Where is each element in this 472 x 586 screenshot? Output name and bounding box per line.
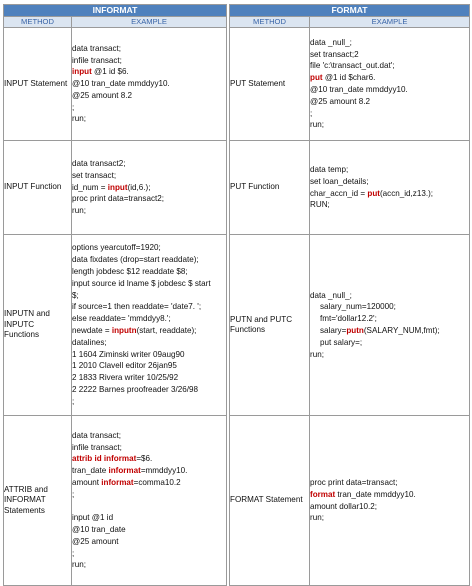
- code-line: [310, 176, 469, 188]
- code-token: 1 2010 Clavell editor 26jan95: [72, 361, 177, 371]
- code-line: [72, 266, 226, 278]
- example-cell: [72, 28, 227, 141]
- code-token: @1 id $char6.: [322, 73, 376, 83]
- example-cell: [310, 235, 470, 416]
- code-line: [72, 43, 226, 55]
- informat-row-input-function: [4, 141, 227, 235]
- keyword-token: put: [310, 73, 323, 83]
- code-token: run;: [72, 206, 86, 216]
- code-token: data transact;: [72, 430, 122, 440]
- code-token: infile transact;: [72, 442, 122, 452]
- example-cell: [310, 141, 470, 235]
- code-token: @10 tran_date: [72, 525, 126, 535]
- code-line: [72, 337, 226, 349]
- code-line: [310, 512, 469, 524]
- code-line: [310, 325, 469, 337]
- method-label-line: PUT Function: [230, 182, 280, 192]
- code-token: amount: [72, 477, 102, 487]
- method-label-line: INPUTN and: [4, 309, 50, 319]
- code-token: (accn_id,z13.);: [379, 188, 434, 198]
- code-token: (start, readdate);: [136, 326, 197, 335]
- code-token: ;: [72, 548, 75, 558]
- code-token: @25 amount 8.2: [310, 96, 370, 106]
- code-token: proc print data=transact;: [310, 477, 398, 487]
- method-label-line: INPUT Statement: [4, 78, 68, 88]
- code-token: @1 id $6.: [91, 67, 129, 77]
- code-line: [72, 242, 226, 254]
- informat-table: [3, 4, 227, 586]
- code-line: [310, 199, 469, 211]
- code-line: [310, 313, 469, 325]
- code-token: data fixdates (drop=start readdate);: [72, 255, 199, 265]
- code-line: [72, 559, 226, 571]
- code-token: char_accn_id =: [310, 188, 368, 198]
- method-label-line: Statements: [4, 505, 45, 515]
- method-label-line: FORMAT Statement: [230, 495, 303, 505]
- code-line: [310, 301, 469, 313]
- code-line: [310, 164, 469, 176]
- code-line: [72, 90, 226, 102]
- example-cell: [310, 416, 470, 586]
- method-cell: [4, 235, 75, 416]
- code-token: options yearcutoff=1920;: [72, 243, 161, 253]
- code-token: data transact2;: [72, 159, 126, 168]
- example-cell: [310, 28, 470, 141]
- code-line: [310, 60, 469, 72]
- code-token: (SALARY_NUM,fmt);: [363, 326, 440, 335]
- code-token: data _null_;: [310, 37, 352, 47]
- code-line: [72, 477, 226, 489]
- code-token: ;: [72, 489, 75, 499]
- code-token: ;: [310, 108, 313, 118]
- code-token: set loan_details;: [310, 176, 369, 186]
- code-line: [72, 254, 226, 266]
- code-line: [310, 49, 469, 61]
- code-token: infile transact;: [72, 55, 122, 65]
- keyword-token: informat: [101, 477, 134, 487]
- code-token: tran_date: [72, 466, 109, 476]
- code-line: [72, 372, 226, 384]
- code-line: [310, 337, 469, 349]
- format-title: FORMAT: [230, 5, 470, 17]
- code-token: length jobdesc $12 readdate $8;: [72, 267, 188, 277]
- method-cell: [4, 416, 75, 586]
- code-line: [72, 102, 226, 114]
- format-table: [229, 4, 470, 586]
- code-line: [72, 512, 226, 524]
- code-line: [72, 453, 226, 465]
- method-label-line: INPUTC: [4, 319, 35, 329]
- code-token: salary=: [320, 326, 347, 335]
- method-label-line: PUT Statement: [230, 78, 286, 88]
- code-line: [310, 108, 469, 120]
- code-line: [72, 301, 226, 313]
- method-cell: [230, 141, 310, 235]
- code-line: [310, 188, 469, 200]
- code-line: [72, 290, 226, 302]
- code-line: [72, 430, 226, 442]
- method-label-line: INFORMAT: [4, 495, 46, 505]
- code-line: [72, 524, 226, 536]
- informat-example-header: EXAMPLE: [72, 17, 227, 28]
- code-line: [72, 158, 226, 170]
- code-line: [310, 501, 469, 513]
- code-token: =mmddyy10.: [140, 466, 188, 476]
- code-line: [72, 396, 226, 408]
- code-token: fmt='dollar12.2';: [320, 314, 377, 324]
- method-cell: [4, 141, 72, 235]
- code-token: 2 2222 Barnes proofreader 3/26/98: [72, 384, 198, 394]
- code-token: 1 1604 Ziminski writer 09aug90: [72, 349, 185, 359]
- code-line: [310, 349, 469, 361]
- format-method-header: METHOD: [230, 17, 310, 28]
- method-label-line: Functions: [4, 330, 40, 340]
- code-token: run;: [310, 513, 324, 523]
- code-token: ;: [72, 396, 75, 406]
- code-line: [72, 182, 226, 194]
- code-token: 2 1833 Rivera writer 10/25/92: [72, 373, 179, 383]
- code-token: ;: [72, 102, 75, 112]
- code-token: input @1 id: [72, 513, 114, 523]
- keyword-token: putn: [346, 326, 364, 335]
- method-label-line: ATTRIB and: [4, 484, 48, 494]
- code-token: @25 amount 8.2: [72, 90, 132, 100]
- code-token: @25 amount: [72, 536, 119, 546]
- keyword-token: format: [310, 489, 336, 499]
- code-token: run;: [72, 114, 86, 124]
- code-line: [72, 78, 226, 90]
- informat-row-input-statement: [4, 28, 227, 141]
- method-label-line: INPUT Function: [4, 182, 62, 192]
- code-token: proc print data=transact2;: [72, 194, 165, 204]
- code-line: [72, 325, 226, 337]
- method-cell: [230, 28, 313, 141]
- code-token: @10 tran_date mmddyy10.: [310, 85, 408, 94]
- code-line: [72, 349, 226, 361]
- code-line: [72, 193, 226, 205]
- format-row-put-statement: [230, 28, 470, 141]
- code-token: =$6.: [136, 454, 153, 464]
- code-line: [310, 37, 469, 49]
- keyword-token: inputn: [111, 326, 137, 335]
- format-row-format-statement: [230, 416, 470, 586]
- code-line: [310, 72, 469, 84]
- method-cell: [230, 235, 310, 416]
- code-line: [310, 290, 469, 302]
- code-line: [310, 489, 469, 501]
- code-token: (id,6.);: [127, 182, 151, 192]
- code-token: run;: [72, 560, 86, 570]
- code-token: RUN;: [310, 200, 330, 210]
- keyword-token: put: [367, 188, 380, 198]
- code-token: amount dollar10.2;: [310, 501, 378, 511]
- code-token: set transact;2: [310, 49, 359, 59]
- code-token: file 'c:\transact_out.dat';: [310, 61, 395, 71]
- code-line: [72, 313, 226, 325]
- code-token: $;: [72, 290, 79, 300]
- example-cell: [72, 416, 227, 586]
- code-token: else readdate= 'mmddyy8.';: [72, 314, 171, 324]
- method-cell: [230, 416, 310, 586]
- code-token: data transact;: [72, 43, 122, 53]
- code-line: [72, 489, 226, 501]
- code-token: salary_num=120000;: [320, 302, 396, 312]
- code-token: newdate =: [72, 326, 112, 335]
- code-line: [72, 113, 226, 125]
- format-row-putn-putc: [230, 235, 470, 416]
- code-line: [72, 55, 226, 67]
- code-line: [72, 384, 226, 396]
- code-line: [310, 96, 469, 108]
- keyword-token: input: [107, 182, 128, 192]
- code-line: [72, 501, 226, 513]
- code-token: put salary=;: [320, 337, 363, 347]
- code-line: [310, 119, 469, 131]
- keyword-token: input: [72, 67, 92, 77]
- code-token: input source id lname $ jobdesc $ start: [72, 278, 211, 288]
- code-line: [72, 66, 226, 78]
- code-token: tran_date mmddyy10.: [335, 489, 416, 499]
- code-line: [72, 536, 226, 548]
- keyword-token: attrib id informat: [72, 454, 137, 464]
- code-token: set transact;: [72, 170, 117, 180]
- code-line: [72, 465, 226, 477]
- code-token: data _null_;: [310, 290, 352, 300]
- example-cell: [72, 141, 227, 235]
- code-token: run;: [310, 349, 324, 359]
- code-token: =comma10.2: [133, 477, 181, 487]
- code-line: [310, 84, 469, 96]
- code-line: [72, 548, 226, 560]
- informat-row-inputn-inputc: [4, 235, 227, 416]
- code-token: if source=1 then readdate= 'date7. ';: [72, 302, 202, 312]
- code-line: [72, 442, 226, 454]
- method-cell: [4, 28, 75, 141]
- code-line: [72, 278, 226, 290]
- method-label-line: Functions: [230, 325, 266, 334]
- format-example-header: EXAMPLE: [310, 17, 470, 28]
- format-row-put-function: [230, 141, 470, 235]
- code-token: datalines;: [72, 337, 107, 347]
- code-line: [72, 360, 226, 372]
- code-token: @10 tran_date mmddyy10.: [72, 79, 170, 89]
- code-token: data temp;: [310, 164, 349, 174]
- keyword-token: informat: [108, 466, 141, 476]
- informat-method-header: METHOD: [4, 17, 72, 28]
- code-line: [310, 477, 469, 489]
- method-label-line: PUTN and PUTC: [230, 314, 293, 324]
- code-line: [72, 205, 226, 217]
- example-cell: [72, 235, 227, 416]
- code-token: id_num =: [72, 182, 108, 192]
- code-token: run;: [310, 120, 324, 130]
- informat-title: INFORMAT: [4, 5, 227, 17]
- informat-row-attrib-informat: [4, 416, 227, 586]
- code-line: [72, 170, 226, 182]
